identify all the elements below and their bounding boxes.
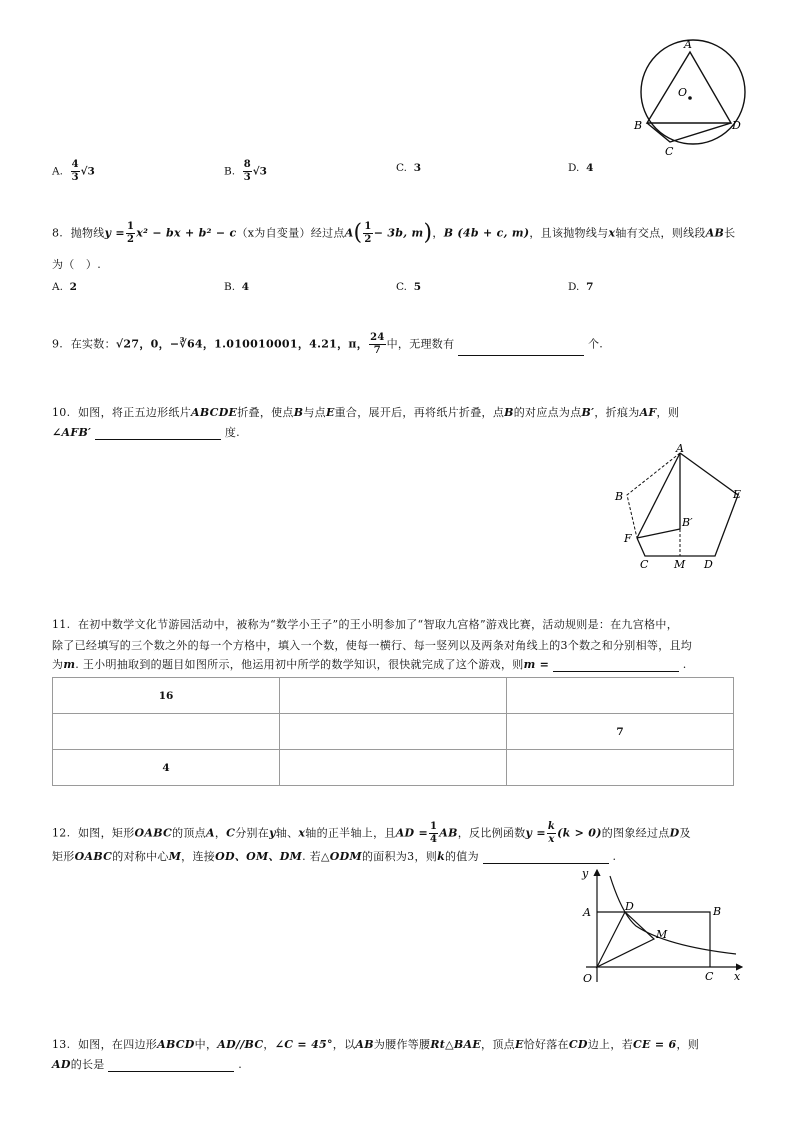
q12-answer-blank[interactable] [483,853,609,864]
q8-line1: 8. 抛物线y = $\frac{1}{2}$ x² − bx + b² − c（x为自变量）经过点A( $\frac{1}{2}$ − 3b, m)，B (4b + c, m)，且该抛物线与x轴有交点，则线段AB长 [52,220,736,246]
q13-answer-blank[interactable] [108,1061,234,1072]
q8-option-d: D. 7 [568,281,594,293]
q7-option-d: D. 4 [568,162,594,174]
q7-circle [641,40,745,144]
q12-quarter: $\frac{1}{4}$ [430,821,438,845]
q7-option-b: B. $\frac{8}{3}$ √3 [224,159,267,183]
q11-grid-cell[interactable] [280,678,507,714]
q12-label-d: D [625,900,634,913]
q10-fold-dashed [627,453,680,538]
q11-grid-row [53,750,734,786]
q9-line: 9. 在实数：√27，0，−∛64，1.010010001，4.21，π， $\frac{24}{7}$ 中，无理数有 个. [52,332,604,356]
q12-figure [574,864,750,988]
q7-option-b-frac: $\frac{8}{3}$ [243,159,251,183]
q13-line2: AD的长是 . [52,1058,242,1071]
q8-line2: 为（ ）. [52,258,101,271]
q12-line2: 矩形OABC的对称中心M，连接OD、OM、DM. 若△ODM的面积为3，则k的值为 . [52,850,617,863]
q10-label-b-prime: B′ [682,516,693,529]
q11-line3: 为m. 王小明抽取到的题目如图所示，他运用初中所学的数学知识，很快就完成了这个游戏，则m = . [52,658,687,671]
q11-grid-cell[interactable] [507,678,734,714]
q10-label-e: E [733,488,742,501]
q7-center-dot [688,96,692,100]
q11-grid-cell[interactable] [53,714,280,750]
q10-line-fb1 [637,529,680,538]
q7-figure [628,36,756,160]
q10-crease-af [637,453,680,538]
q11-answer-blank[interactable] [553,661,679,672]
q12-label-c: C [705,970,714,983]
q11-grid-cell[interactable]: 16 [53,678,280,714]
q10-label-f: F [624,532,632,545]
q11-grid-row [53,714,734,750]
q11-grid-cell[interactable] [280,714,507,750]
q10-label-c: C [640,558,649,571]
q10-label-m: M [674,558,686,571]
q7-triangle [647,52,731,123]
q12-line1: 12. 如图，矩形OABC的顶点A，C分别在y轴、x轴的正半轴上，且AD = $\frac{1}{4}$ AB，反比例函数y = $\frac{k}{x}$ (k > 0)的图象经过点D及 [52,821,691,845]
q13-line1: 13. 如图，在四边形ABCD中，AD//BC，∠C = 45°，以AB为腰作等腰Rt△BAE，顶点E恰好落在CD边上，若CE = 6，则 [52,1038,700,1051]
q12-label-o: O [583,972,593,985]
q7-label-b: B [634,119,643,132]
q12-k-over-x: $\frac{k}{x}$ [547,821,556,845]
q11-line2: 除了已经填写的三个数之外的每一个方格中，填入一个数，使每一横行、每一竖列以及两条对角线上的3个数之和分别相等，且均 [52,639,693,652]
q11-line1: 11. 在初中数学文化节游园活动中，被称为“数学小王子”的王小明参加了“智取九宫格”游戏比赛，活动规则是：在九宫格中， [52,618,678,631]
q10-label-a: A [676,442,684,455]
q9-frac: $\frac{24}{7}$ [370,332,385,356]
q7-option-a-frac: $\frac{4}{3}$ [71,159,79,183]
q10-answer-blank[interactable] [95,429,221,440]
q12-label-x: x [734,970,741,983]
q11-grid-cell[interactable]: 4 [53,750,280,786]
q8-option-b: B. 4 [224,281,250,293]
q10-pentagon-body [637,453,738,556]
q11-grid-row [53,678,734,714]
q12-label-a: A [583,906,591,919]
q12-triangle-odm [597,912,654,967]
q8-half: $\frac{1}{2}$ [126,221,135,245]
q8-option-a: A. 2 [52,281,77,293]
q11-grid-cell[interactable] [507,750,734,786]
q10-label-b: B [615,490,624,503]
q7-label-c: C [665,145,674,158]
q7-option-a: A. $\frac{4}{3}$ √3 [52,159,95,183]
q7-label-o: O [678,86,688,99]
q7-label-d: D [732,119,741,132]
q11-grid-cell[interactable]: 7 [507,714,734,750]
q10-line1: 10. 如图，将正五边形纸片ABCDE折叠，使点B与点E重合，展开后，再将纸片折叠，点B的对应点为点B′，折痕为AF，则 [52,406,680,419]
q11-nine-grid [52,677,734,786]
q8-option-c: C. 5 [396,281,421,293]
q12-label-y: y [582,867,589,880]
q10-label-d: D [704,558,713,571]
q8-point-a-frac: $\frac{1}{2}$ [364,221,372,245]
q7-label-a: A [684,38,692,51]
q12-label-b: B [713,905,722,918]
q10-line2: ∠AFB′ 度. [52,426,240,439]
q10-figure [612,442,752,572]
q9-answer-blank[interactable] [458,345,584,356]
q11-grid-cell[interactable] [280,750,507,786]
q7-option-c: C. 3 [396,162,421,174]
q12-label-m: M [656,928,668,941]
